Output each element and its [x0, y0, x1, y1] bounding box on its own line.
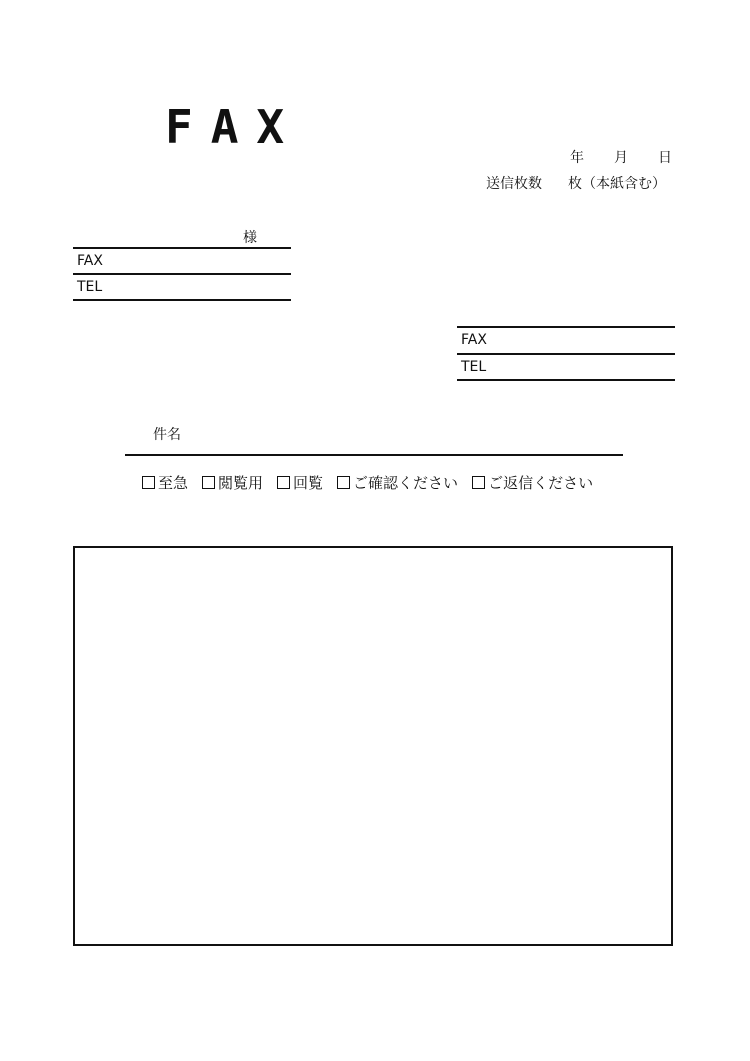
- checkbox-please-reply[interactable]: ご返信ください: [472, 472, 593, 493]
- recipient-fax-line: [73, 273, 291, 275]
- page-count-suffix: 枚（本紙含む）: [568, 176, 666, 192]
- recipient-fax-label: FAX: [77, 253, 103, 269]
- sender-name-line: [457, 326, 675, 328]
- sender-fax-label: FAX: [461, 332, 487, 348]
- subject-line: [125, 454, 623, 456]
- date-day: 日: [658, 150, 672, 166]
- checkbox-box[interactable]: [202, 476, 215, 489]
- date-line: [540, 147, 672, 167]
- sender-tel-label: TEL: [461, 359, 487, 375]
- checkbox-box[interactable]: [472, 476, 485, 489]
- fax-title: FAX: [165, 100, 303, 154]
- recipient-honorific: 様: [243, 230, 257, 246]
- page-count-label: 送信枚数: [486, 176, 542, 192]
- recipient-tel-line: [73, 299, 291, 301]
- sender-tel-line: [457, 379, 675, 381]
- checkbox-box[interactable]: [337, 476, 350, 489]
- recipient-name-line: [73, 247, 291, 249]
- checkbox-for-viewing[interactable]: 閲覧用: [202, 472, 263, 493]
- checkbox-circulate[interactable]: 回覧: [277, 472, 323, 493]
- date-year: 年: [570, 150, 584, 166]
- checkbox-box[interactable]: [277, 476, 290, 489]
- checkbox-row: [142, 472, 593, 493]
- subject-label: 件名: [153, 427, 181, 443]
- message-box[interactable]: [73, 546, 673, 946]
- date-month: 月: [614, 150, 628, 166]
- page-count-line: [486, 173, 666, 193]
- checkbox-please-confirm[interactable]: ご確認ください: [337, 472, 458, 493]
- checkbox-urgent[interactable]: 至急: [142, 472, 188, 493]
- checkbox-box[interactable]: [142, 476, 155, 489]
- recipient-tel-label: TEL: [77, 279, 103, 295]
- sender-fax-line: [457, 353, 675, 355]
